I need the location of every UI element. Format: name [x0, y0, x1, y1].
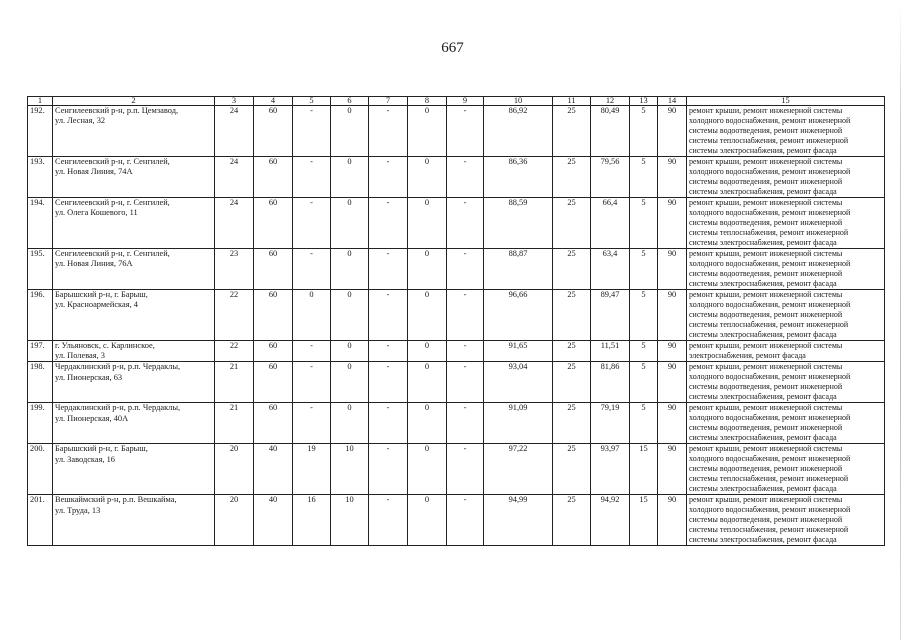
- works-line: системы водоотведения, ремонт инженерной: [689, 515, 843, 525]
- address-line: Сенгилеевский р-н, г. Сенгилей,: [55, 249, 170, 258]
- works-line: холодного водоснабжения, ремонт инженерной: [689, 116, 851, 125]
- address-cell: [53, 290, 215, 341]
- table-body: [28, 106, 885, 546]
- works-line: холодного водоснабжения, ремонт инженерной: [689, 167, 851, 176]
- value-cell-c13: 15: [630, 495, 658, 546]
- value-cell-c9: -: [447, 157, 484, 198]
- value-cell-c14: 90: [658, 341, 687, 362]
- works-line: системы водоотведения, ремонт инженерной: [689, 310, 843, 319]
- value-cell-c8: 0: [408, 249, 447, 290]
- value-cell-c5: -: [293, 249, 331, 290]
- value-cell-c7: -: [369, 198, 408, 249]
- value-cell-c13: 5: [630, 341, 658, 362]
- value-cell-c3: 20: [215, 495, 254, 546]
- works-line: холодного водоснабжения, ремонт инженерной: [689, 454, 851, 464]
- works-cell: [687, 495, 885, 546]
- value-cell-c7: -: [369, 341, 408, 362]
- address-line: ул. Олега Кошевого, 11: [55, 208, 138, 218]
- address-line: Чердаклинский р-н, р.п. Чердаклы,: [55, 362, 181, 372]
- value-cell-c14: 90: [658, 249, 687, 290]
- table-row: [28, 106, 885, 157]
- works-line: системы электроснабжения, ремонт фасада: [689, 330, 837, 339]
- works-line: системы теплоснабжения, ремонт инженерной: [689, 525, 849, 535]
- value-cell-c3: 22: [215, 341, 254, 362]
- value-cell-c10: 91,09: [484, 403, 553, 444]
- value-cell-c9: -: [447, 403, 484, 444]
- value-cell-c10: 97,22: [484, 444, 553, 495]
- works-line: системы электроснабжения, ремонт фасада: [689, 535, 837, 545]
- value-cell-c10: 91,65: [484, 341, 553, 362]
- table-row: [28, 198, 885, 249]
- table-row: [28, 157, 885, 198]
- column-header-7: 7: [369, 97, 408, 106]
- works-line: системы электроснабжения, ремонт фасада: [689, 238, 837, 247]
- value-cell-c7: -: [369, 444, 408, 495]
- value-cell-c12: 81,86: [591, 362, 630, 403]
- value-cell-c8: 0: [408, 290, 447, 341]
- address-cell: [53, 444, 215, 495]
- works-line: холодного водоснабжения, ремонт инженерной: [689, 372, 851, 382]
- works-line: системы электроснабжения, ремонт фасада: [689, 279, 837, 288]
- works-line: системы электроснабжения, ремонт фасада: [689, 433, 837, 443]
- value-cell-c12: 63,4: [591, 249, 630, 290]
- value-cell-c6: 0: [331, 362, 369, 403]
- works-line: ремонт крыши, ремонт инженерной системы: [689, 198, 843, 207]
- address-line: ул. Пионерская, 63: [55, 372, 123, 382]
- value-cell-c13: 5: [630, 362, 658, 403]
- works-line: системы водоотведения, ремонт инженерной: [689, 382, 843, 392]
- row-number: 200.: [28, 444, 53, 495]
- address-line: Вешкаймский р-н, р.п. Вешкайма,: [55, 495, 177, 505]
- value-cell-c3: 24: [215, 157, 254, 198]
- value-cell-c4: 60: [254, 341, 293, 362]
- value-cell-c13: 15: [630, 444, 658, 495]
- value-cell-c12: 66,4: [591, 198, 630, 249]
- table-row: [28, 403, 885, 444]
- value-cell-c8: 0: [408, 106, 447, 157]
- value-cell-c5: 19: [293, 444, 331, 495]
- works-line: системы электроснабжения, ремонт фасада: [689, 484, 837, 494]
- works-line: системы электроснабжения, ремонт фасада: [689, 146, 837, 155]
- address-cell: [53, 249, 215, 290]
- table-row: [28, 249, 885, 290]
- address-line: Барышский р-н, г. Барыш,: [55, 290, 148, 299]
- value-cell-c6: 10: [331, 444, 369, 495]
- value-cell-c14: 90: [658, 106, 687, 157]
- value-cell-c4: 40: [254, 495, 293, 546]
- value-cell-c12: 89,47: [591, 290, 630, 341]
- value-cell-c7: -: [369, 495, 408, 546]
- works-line: системы электроснабжения, ремонт фасада: [689, 392, 837, 402]
- value-cell-c14: 90: [658, 290, 687, 341]
- value-cell-c6: 0: [331, 341, 369, 362]
- value-cell-c9: -: [447, 495, 484, 546]
- value-cell-c8: 0: [408, 157, 447, 198]
- address-cell: [53, 495, 215, 546]
- row-number: 198.: [28, 362, 53, 403]
- value-cell-c10: 96,66: [484, 290, 553, 341]
- value-cell-c4: 40: [254, 444, 293, 495]
- value-cell-c11: 25: [553, 403, 591, 444]
- value-cell-c12: 94,92: [591, 495, 630, 546]
- value-cell-c5: -: [293, 198, 331, 249]
- value-cell-c8: 0: [408, 198, 447, 249]
- works-line: системы водоотведения, ремонт инженерной: [689, 126, 843, 135]
- value-cell-c10: 88,59: [484, 198, 553, 249]
- value-cell-c8: 0: [408, 341, 447, 362]
- column-header-5: 5: [293, 97, 331, 106]
- works-line: системы водоотведения, ремонт инженерной: [689, 177, 843, 186]
- value-cell-c10: 93,04: [484, 362, 553, 403]
- address-line: Сенгилеевский р-н, г. Сенгилей,: [55, 157, 170, 166]
- address-cell: [53, 106, 215, 157]
- value-cell-c7: -: [369, 290, 408, 341]
- value-cell-c10: 94,99: [484, 495, 553, 546]
- column-header-13: 13: [630, 97, 658, 106]
- address-line: ул. Пионерская, 40А: [55, 413, 129, 423]
- value-cell-c3: 24: [215, 106, 254, 157]
- value-cell-c8: 0: [408, 403, 447, 444]
- value-cell-c13: 5: [630, 403, 658, 444]
- address-line: Барышский р-н, г. Барыш,: [55, 444, 148, 454]
- value-cell-c9: -: [447, 106, 484, 157]
- value-cell-c11: 25: [553, 106, 591, 157]
- value-cell-c7: -: [369, 249, 408, 290]
- works-line: системы теплоснабжения, ремонт инженерной: [689, 228, 849, 237]
- column-header-12: 12: [591, 97, 630, 106]
- value-cell-c3: 24: [215, 198, 254, 249]
- value-cell-c12: 93,97: [591, 444, 630, 495]
- works-line: системы водоотведения, ремонт инженерной: [689, 218, 843, 227]
- value-cell-c4: 60: [254, 249, 293, 290]
- works-line: ремонт крыши, ремонт инженерной системы: [689, 106, 843, 115]
- column-header-1: 1: [28, 97, 53, 106]
- value-cell-c4: 60: [254, 157, 293, 198]
- value-cell-c6: 0: [331, 403, 369, 444]
- table-row: [28, 444, 885, 495]
- address-line: ул. Новая Линия, 76А: [55, 259, 133, 269]
- value-cell-c3: 21: [215, 362, 254, 403]
- value-cell-c5: -: [293, 106, 331, 157]
- works-line: ремонт крыши, ремонт инженерной системы: [689, 157, 843, 166]
- value-cell-c14: 90: [658, 362, 687, 403]
- column-header-2: 2: [53, 97, 215, 106]
- value-cell-c9: -: [447, 362, 484, 403]
- value-cell-c12: 79,19: [591, 403, 630, 444]
- value-cell-c12: 11,51: [591, 341, 630, 362]
- row-number: 201.: [28, 495, 53, 546]
- value-cell-c3: 22: [215, 290, 254, 341]
- value-cell-c6: 0: [331, 198, 369, 249]
- address-line: Сенгилеевский р-н, р.п. Цемзавод,: [55, 106, 179, 115]
- works-cell: [687, 403, 885, 444]
- row-number: 195.: [28, 249, 53, 290]
- address-line: ул. Новая Линия, 74А: [55, 167, 133, 177]
- value-cell-c4: 60: [254, 290, 293, 341]
- value-cell-c12: 80,49: [591, 106, 630, 157]
- value-cell-c5: -: [293, 157, 331, 198]
- value-cell-c5: -: [293, 403, 331, 444]
- works-line: системы водоотведения, ремонт инженерной: [689, 464, 843, 474]
- value-cell-c14: 90: [658, 403, 687, 444]
- column-header-8: 8: [408, 97, 447, 106]
- column-header-6: 6: [331, 97, 369, 106]
- works-line: ремонт крыши, ремонт инженерной системы: [689, 403, 843, 413]
- value-cell-c11: 25: [553, 249, 591, 290]
- value-cell-c11: 25: [553, 444, 591, 495]
- works-line: холодного водоснабжения, ремонт инженерной: [689, 505, 851, 515]
- row-number: 197.: [28, 341, 53, 362]
- address-cell: [53, 341, 215, 362]
- value-cell-c7: -: [369, 106, 408, 157]
- row-number: 193.: [28, 157, 53, 198]
- column-header-11: 11: [553, 97, 591, 106]
- works-line: холодного водоснабжения, ремонт инженерной: [689, 300, 851, 309]
- value-cell-c9: -: [447, 198, 484, 249]
- works-line: системы теплоснабжения, ремонт инженерной: [689, 136, 849, 145]
- value-cell-c13: 5: [630, 198, 658, 249]
- value-cell-c14: 90: [658, 495, 687, 546]
- works-line: ремонт крыши, ремонт инженерной системы: [689, 495, 843, 505]
- value-cell-c3: 20: [215, 444, 254, 495]
- works-line: ремонт крыши, ремонт инженерной системы: [689, 341, 843, 350]
- row-number: 196.: [28, 290, 53, 341]
- value-cell-c10: 86,36: [484, 157, 553, 198]
- repair-program-table: [27, 96, 885, 546]
- value-cell-c4: 60: [254, 403, 293, 444]
- works-cell: [687, 341, 885, 362]
- value-cell-c11: 25: [553, 290, 591, 341]
- value-cell-c9: -: [447, 341, 484, 362]
- value-cell-c13: 5: [630, 249, 658, 290]
- value-cell-c9: -: [447, 290, 484, 341]
- address-cell: [53, 362, 215, 403]
- works-line: системы теплоснабжения, ремонт инженерной: [689, 320, 849, 329]
- value-cell-c8: 0: [408, 495, 447, 546]
- row-number: 194.: [28, 198, 53, 249]
- works-cell: [687, 290, 885, 341]
- value-cell-c11: 25: [553, 341, 591, 362]
- works-cell: [687, 157, 885, 198]
- value-cell-c11: 25: [553, 157, 591, 198]
- address-line: Сенгилеевский р-н, г. Сенгилей,: [55, 198, 170, 207]
- address-line: Чердаклинский р-н, р.п. Чердаклы,: [55, 403, 181, 413]
- works-line: ремонт крыши, ремонт инженерной системы: [689, 290, 843, 299]
- works-cell: [687, 198, 885, 249]
- value-cell-c3: 23: [215, 249, 254, 290]
- table-row: [28, 290, 885, 341]
- works-line: ремонт крыши, ремонт инженерной системы: [689, 249, 843, 258]
- works-line: системы водоотведения, ремонт инженерной: [689, 269, 843, 278]
- table-row: [28, 341, 885, 362]
- works-line: системы водоотведения, ремонт инженерной: [689, 423, 843, 433]
- value-cell-c8: 0: [408, 362, 447, 403]
- value-cell-c14: 90: [658, 157, 687, 198]
- works-line: холодного водоснабжения, ремонт инженерной: [689, 413, 851, 423]
- value-cell-c4: 60: [254, 198, 293, 249]
- value-cell-c13: 5: [630, 106, 658, 157]
- value-cell-c5: 0: [293, 290, 331, 341]
- value-cell-c10: 86,92: [484, 106, 553, 157]
- value-cell-c9: -: [447, 444, 484, 495]
- value-cell-c11: 25: [553, 198, 591, 249]
- works-line: ремонт крыши, ремонт инженерной системы: [689, 362, 843, 372]
- value-cell-c11: 25: [553, 362, 591, 403]
- value-cell-c9: -: [447, 249, 484, 290]
- works-cell: [687, 362, 885, 403]
- value-cell-c7: -: [369, 403, 408, 444]
- works-cell: [687, 444, 885, 495]
- value-cell-c4: 60: [254, 106, 293, 157]
- table-row: [28, 362, 885, 403]
- address-line: ул. Заводская, 16: [55, 454, 115, 464]
- value-cell-c6: 10: [331, 495, 369, 546]
- address-line: ул. Полевая, 3: [55, 351, 105, 361]
- value-cell-c7: -: [369, 362, 408, 403]
- value-cell-c8: 0: [408, 444, 447, 495]
- works-line: системы электроснабжения, ремонт фасада: [689, 187, 837, 196]
- value-cell-c10: 88,87: [484, 249, 553, 290]
- value-cell-c14: 90: [658, 444, 687, 495]
- value-cell-c4: 60: [254, 362, 293, 403]
- address-line: ул. Лесная, 32: [55, 116, 106, 126]
- works-line: электроснабжения, ремонт фасада: [689, 351, 806, 360]
- value-cell-c11: 25: [553, 495, 591, 546]
- value-cell-c7: -: [369, 157, 408, 198]
- value-cell-c6: 0: [331, 290, 369, 341]
- row-number: 199.: [28, 403, 53, 444]
- column-header-10: 10: [484, 97, 553, 106]
- value-cell-c12: 79,56: [591, 157, 630, 198]
- works-line: ремонт крыши, ремонт инженерной системы: [689, 444, 843, 454]
- column-header-4: 4: [254, 97, 293, 106]
- column-header-15: 15: [687, 97, 885, 106]
- column-header-14: 14: [658, 97, 687, 106]
- address-line: ул. Красноармейская, 4: [55, 300, 138, 310]
- table-row: [28, 495, 885, 546]
- value-cell-c5: 16: [293, 495, 331, 546]
- value-cell-c13: 5: [630, 290, 658, 341]
- works-cell: [687, 249, 885, 290]
- value-cell-c6: 0: [331, 249, 369, 290]
- column-header-3: 3: [215, 97, 254, 106]
- address-cell: [53, 198, 215, 249]
- address-cell: [53, 157, 215, 198]
- row-number: 192.: [28, 106, 53, 157]
- value-cell-c5: -: [293, 362, 331, 403]
- value-cell-c3: 21: [215, 403, 254, 444]
- value-cell-c14: 90: [658, 198, 687, 249]
- column-number-row: [28, 97, 885, 106]
- works-cell: [687, 106, 885, 157]
- works-line: холодного водоснабжения, ремонт инженерной: [689, 208, 851, 217]
- works-line: холодного водоснабжения, ремонт инженерной: [689, 259, 851, 268]
- value-cell-c13: 5: [630, 157, 658, 198]
- page-number: 667: [441, 40, 464, 56]
- address-cell: [53, 403, 215, 444]
- value-cell-c6: 0: [331, 157, 369, 198]
- column-header-9: 9: [447, 97, 484, 106]
- scan-edge: [900, 0, 901, 640]
- address-line: ул. Труда, 13: [55, 505, 101, 515]
- value-cell-c5: -: [293, 341, 331, 362]
- address-line: г. Ульяновск, с. Карлинское,: [55, 341, 155, 350]
- value-cell-c6: 0: [331, 106, 369, 157]
- works-line: системы теплоснабжения, ремонт инженерной: [689, 474, 849, 484]
